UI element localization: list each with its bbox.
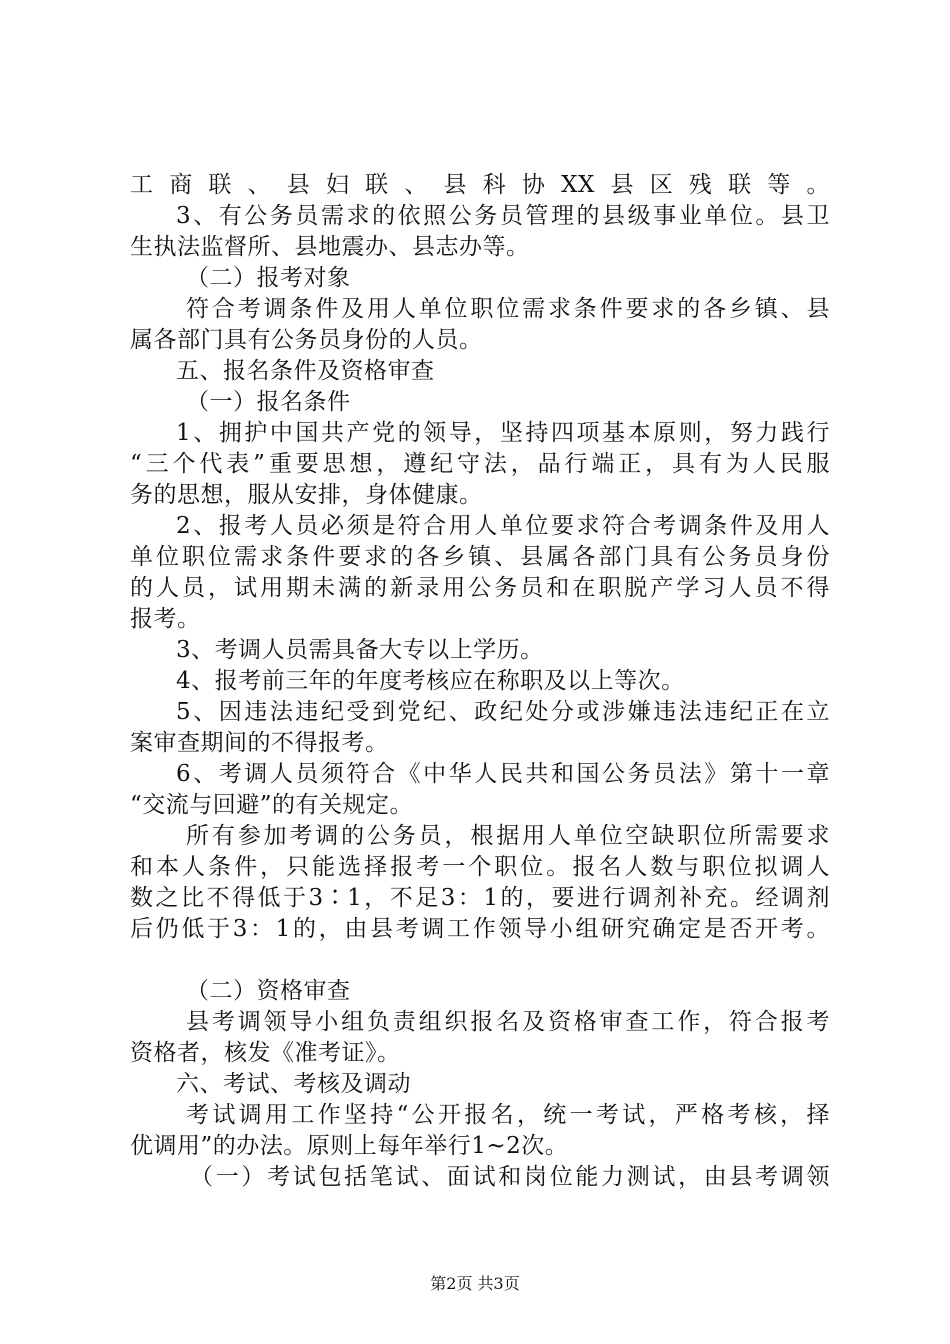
text-line: “三个代表”重要思想，遵纪守法，品行端正，具有为人民服 [130,451,830,477]
text-line: 的人员，试用期未满的新录用公务员和在职脱产学习人员不得 [130,575,830,601]
text-line: 所有参加考调的公务员，根据用人单位空缺职位所需要求 [186,823,830,849]
text-line: 后仍低于3：1的，由县考调工作领导小组研究确定是否开考。 [130,916,830,942]
text-line: 考试调用工作坚持“公开报名，统一考试，严格考核，择 [186,1102,830,1128]
text-line: 6、考调人员须符合《中华人民共和国公务员法》第十一章 [176,761,830,787]
text-line: 生执法监督所、县地震办、县志办等。 [130,234,530,260]
text-line: 单位职位需求条件要求的各乡镇、县属各部门具有公务员身份 [130,544,830,570]
text-line: 数之比不得低于3∶1，不足3：1的，要进行调剂补充。经调剂 [130,885,830,911]
text-line: 属各部门具有公务员身份的人员。 [130,327,483,353]
section-heading: （一）报名条件 [186,389,351,415]
blank-line [130,945,830,976]
section-heading: 六、考试、考核及调动 [176,1071,411,1097]
text-line: 资格者，核发《准考证》。 [130,1040,401,1066]
text-line: 和本人条件，只能选择报考一个职位。报名人数与职位拟调人 [130,854,830,880]
text-line: 1、拥护中国共产党的领导，坚持四项基本原则，努力践行 [176,420,830,446]
document-body [130,170,830,1193]
text-line: 务的思想，服从安排，身体健康。 [130,482,483,508]
text-line: 2、报考人员必须是符合用人单位要求符合考调条件及用人 [176,513,830,539]
text-line: “交流与回避”的有关规定。 [130,792,414,818]
text-line: 案审查期间的不得报考。 [130,730,389,756]
text-line: 3、考调人员需具备大专以上学历。 [176,637,544,663]
text-line: 4、报考前三年的年度考核应在称职及以上等次。 [176,668,685,694]
section-heading: （二）资格审查 [186,978,351,1004]
text-line: 优调用”的办法。原则上每年举行1~2次。 [130,1133,569,1159]
text-line: 符合考调条件及用人单位职位需求条件要求的各乡镇、县 [186,296,830,322]
text-line: （一）考试包括笔试、面试和岗位能力测试，由县考调领 [190,1164,830,1190]
text-line: 工商联、县妇联、县科协XX县区残联等。 [130,172,830,198]
section-heading: 五、报名条件及资格审查 [176,358,435,384]
text-line: 3、有公务员需求的依照公务员管理的县级事业单位。县卫 [176,203,830,229]
page-number-footer: 第2页 共3页 [430,1274,520,1293]
text-line: 5、因违法违纪受到党纪、政纪处分或涉嫌违法违纪正在立 [176,699,830,725]
text-line: 县考调领导小组负责组织报名及资格审查工作，符合报考 [186,1009,830,1035]
text-line: 报考。 [130,606,201,632]
section-heading: （二）报考对象 [186,265,351,291]
